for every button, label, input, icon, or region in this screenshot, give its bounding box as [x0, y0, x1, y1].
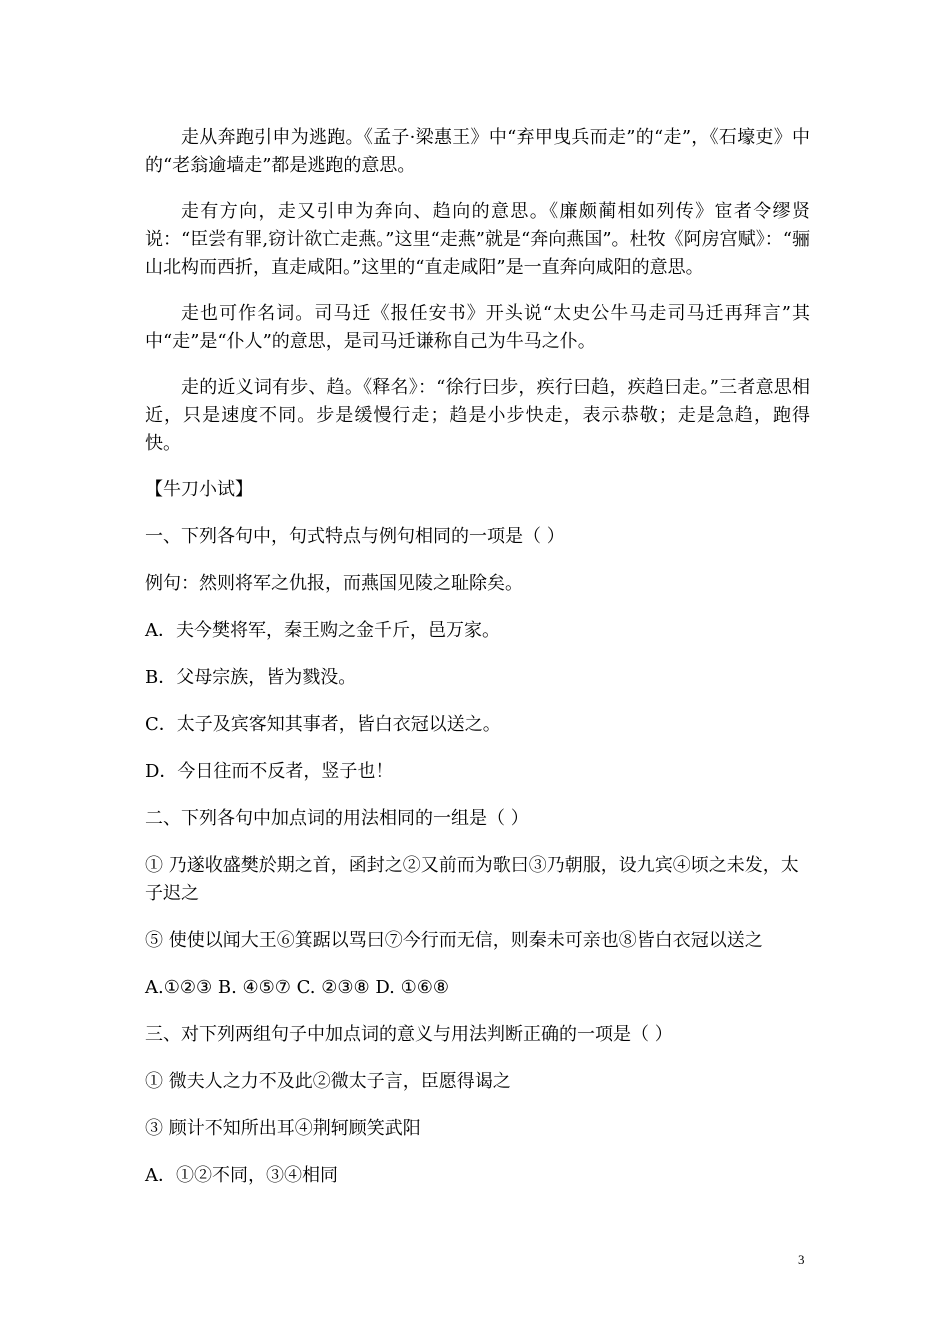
question-2-items-5-8: ⑤ 使使以闻大王⑥箕踞以骂曰⑦今行而无信，则秦未可亲也⑧皆白衣冠以送之	[145, 930, 763, 951]
page-content	[145, 124, 810, 1209]
question-1-option-d: D．今日往而不反者，竖子也！	[145, 761, 394, 782]
question-1-option-c: C．太子及宾客知其事者，皆白衣冠以送之。	[145, 714, 501, 735]
paragraph-zou-direction: 走有方向，走又引申为奔向、趋向的意思。《廉颇蔺相如列传》宦者令缪贤说：“臣尝有罪,窃计欲亡走燕。”这里“走燕”就是“奔向燕国”。杜牧《阿房宫赋》：“骊山北构而西折，直走咸阳。”这里的“直走咸阳”是一直奔向咸阳的意思。	[145, 201, 810, 278]
question-2-stem: 二、下列各句中加点词的用法相同的一组是（ ）	[145, 808, 529, 829]
paragraph-zou-synonyms: 走的近义词有步、趋。《释名》：“徐行曰步，疾行曰趋，疾趋曰走。”三者意思相近，只是速度不同。步是缓慢行走；趋是小步快走，表示恭敬；走是急趋，跑得快。	[145, 377, 810, 454]
paragraph-zou-escape: 走从奔跑引申为逃跑。《孟子·梁惠王》中“弃甲曳兵而走”的“走”，《石壕吏》中的“老翁逾墙走”都是逃跑的意思。	[145, 127, 810, 176]
question-1-stem: 一、下列各句中，句式特点与例句相同的一项是（ ）	[145, 526, 565, 547]
question-3-stem: 三、对下列两组句子中加点词的意义与用法判断正确的一项是（ ）	[145, 1024, 673, 1045]
question-3-option-a: A．①②不同，③④相同	[145, 1165, 338, 1186]
page-number: 3	[798, 1252, 805, 1267]
question-1-example: 例句：然则将军之仇报，而燕国见陵之耻除矣。	[145, 573, 523, 594]
question-1-option-b: B．父母宗族，皆为戮没。	[145, 667, 357, 688]
question-2-options: A.①②③ B. ④⑤⑦ C. ②③⑧ D. ①⑥⑧	[145, 977, 450, 998]
question-1-option-a: A．夫今樊将军，秦王购之金千斤，邑万家。	[145, 620, 500, 641]
question-2-items-1-4: ① 乃遂收盛樊於期之首，函封之②又前而为歌曰③乃朝服，设九宾④顷之未发，太子迟之	[145, 855, 799, 904]
section-heading: 【牛刀小试】	[145, 479, 253, 500]
question-3-group-1: ① 微夫人之力不及此②微太子言，臣愿得谒之	[145, 1071, 511, 1092]
paragraph-zou-noun: 走也可作名词。司马迁《报任安书》开头说“太史公牛马走司马迁再拜言”其中“走”是“仆人”的意思，是司马迁谦称自己为牛马之仆。	[145, 303, 810, 352]
question-3-group-2: ③ 顾计不知所出耳④荆轲顾笑武阳	[145, 1118, 421, 1139]
